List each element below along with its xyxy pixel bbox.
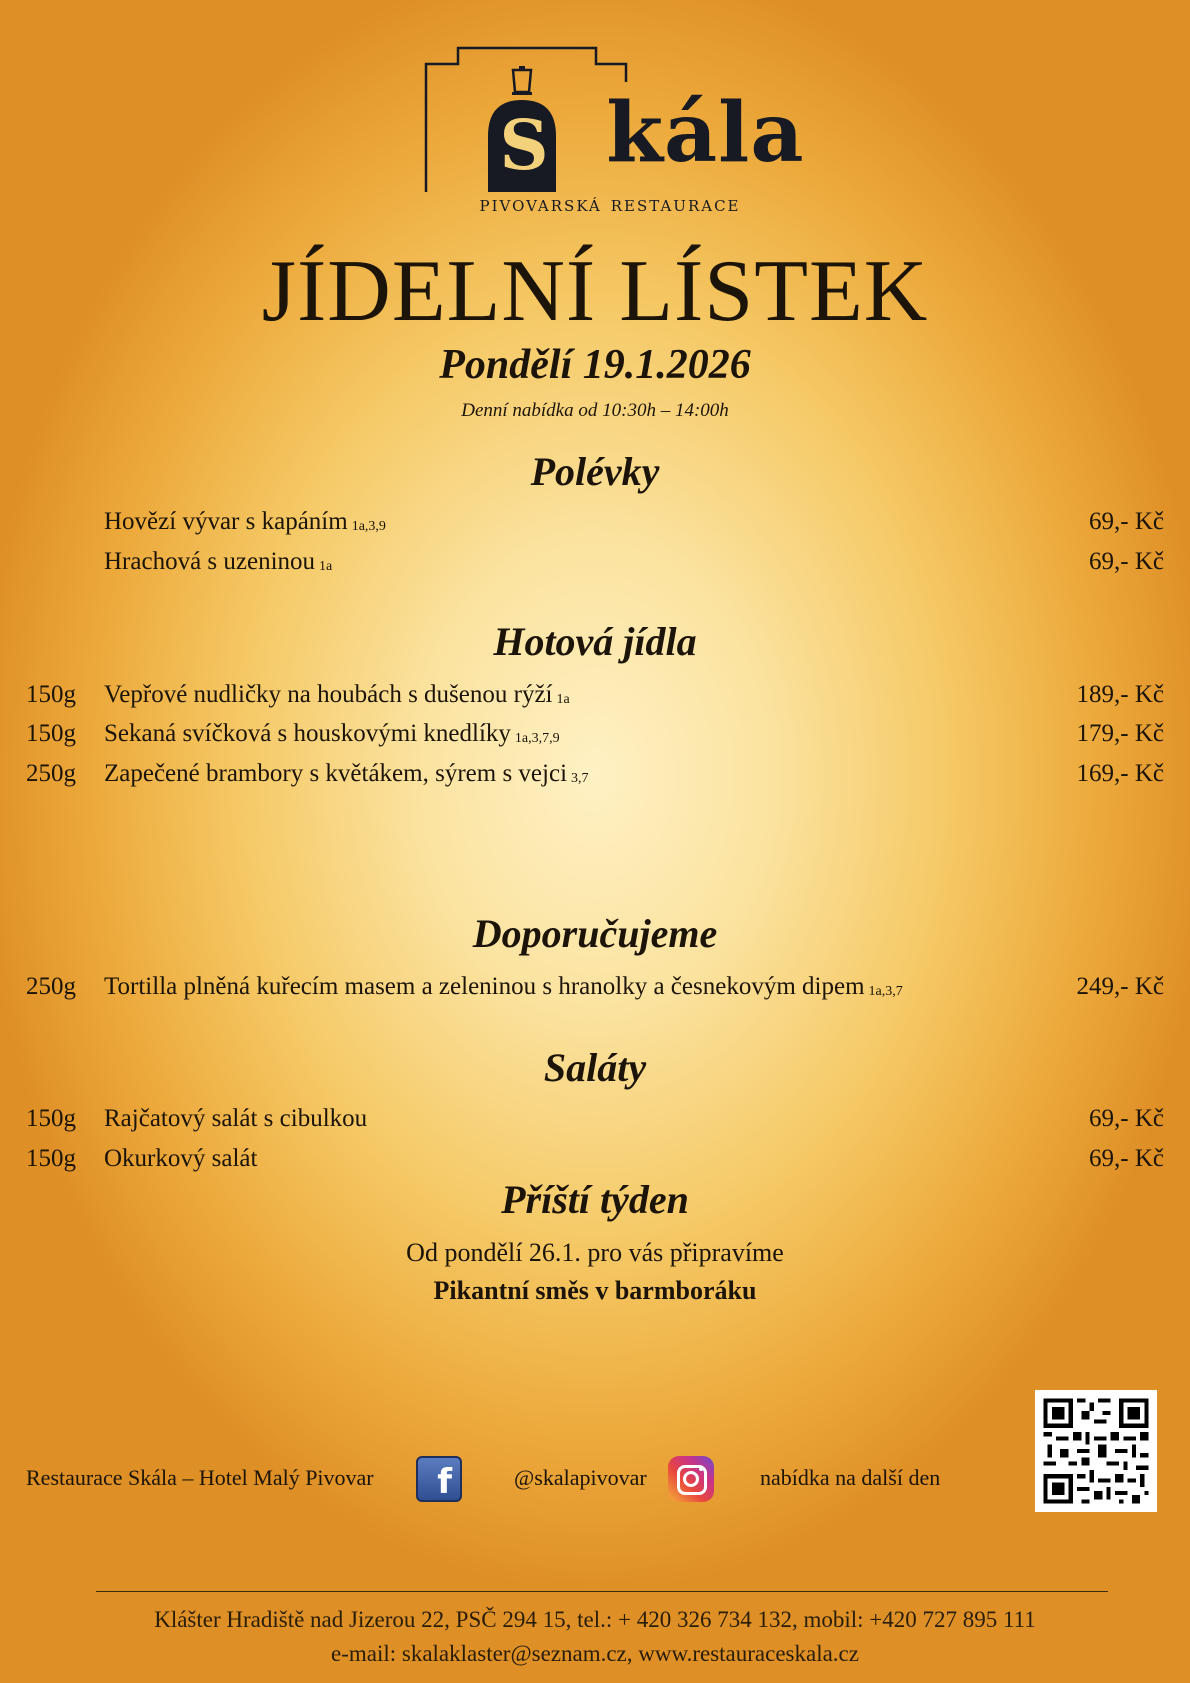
logo-s-letter: S bbox=[499, 106, 549, 186]
section-heading-soups: Polévky bbox=[530, 449, 660, 494]
item-allergens: 1a,3,7,9 bbox=[514, 731, 560, 746]
item-name: Hrachová s uzeninou bbox=[104, 548, 316, 575]
item-weight: 150g bbox=[26, 1105, 76, 1132]
next-week-intro: Od pondělí 26.1. pro vás připravíme bbox=[406, 1238, 784, 1267]
menu-item bbox=[0, 716, 1190, 752]
menu-item bbox=[0, 1141, 1190, 1177]
item-price: 69,- Kč bbox=[1089, 548, 1164, 575]
item-name: Sekaná svíčková s houskovými knedlíky bbox=[104, 720, 511, 747]
instagram-icon[interactable] bbox=[668, 1456, 714, 1502]
item-name-wrap bbox=[104, 716, 560, 757]
menu-item bbox=[0, 756, 1190, 792]
item-price: 179,- Kč bbox=[1076, 720, 1164, 747]
item-name: Okurkový salát bbox=[104, 1145, 258, 1172]
item-weight: 250g bbox=[26, 973, 76, 1000]
logo-subtitle: pivovarská restaurace bbox=[479, 192, 741, 217]
item-price: 189,- Kč bbox=[1076, 681, 1164, 708]
logo-wordmark bbox=[546, 85, 805, 181]
menu-date: Pondělí 19.1.2026 bbox=[439, 342, 751, 388]
item-price: 69,- Kč bbox=[1089, 1105, 1164, 1132]
menu-item bbox=[0, 1101, 1190, 1137]
item-name-wrap bbox=[104, 544, 332, 585]
section-heading-recommend: Doporučujeme bbox=[472, 911, 718, 956]
item-name: Tortilla plněná kuřecím masem a zeleninou s hranolky a česnekovým dipem bbox=[104, 973, 865, 1000]
item-price: 249,- Kč bbox=[1076, 973, 1164, 1000]
restaurant-name: Restaurace Skála – Hotel Malý Pivovar bbox=[26, 1465, 374, 1490]
page-title: JÍDELNÍ LÍSTEK bbox=[261, 243, 929, 340]
footer-contact: e-mail: skalaklaster@seznam.cz, www.restauraceskala.cz bbox=[331, 1641, 859, 1666]
item-price: 169,- Kč bbox=[1076, 760, 1164, 787]
footer-address: Klášter Hradiště nad Jizerou 22, PSČ 294 15, tel.: + 420 326 734 132, mobil: +420 727 895 111 bbox=[154, 1607, 1036, 1632]
item-price: 69,- Kč bbox=[1089, 1145, 1164, 1172]
menu-item bbox=[0, 544, 1190, 580]
item-name: Rajčatový salát s cibulkou bbox=[104, 1105, 368, 1132]
item-weight: 250g bbox=[26, 760, 76, 787]
item-name: Zapečené brambory s květákem, sýrem s vejci bbox=[104, 760, 568, 787]
facebook-icon[interactable]: f bbox=[416, 1456, 462, 1502]
item-allergens: 3,7 bbox=[571, 771, 589, 786]
item-name-wrap bbox=[104, 969, 903, 1010]
item-name-wrap bbox=[104, 504, 386, 545]
section-heading-salads: Saláty bbox=[543, 1045, 647, 1090]
item-allergens: 1a,3,7 bbox=[868, 984, 903, 999]
item-weight: 150g bbox=[26, 720, 76, 747]
item-allergens: 1a bbox=[556, 692, 570, 707]
service-hours: Denní nabídka od 10:30h – 14:00h bbox=[461, 400, 729, 421]
item-name-wrap bbox=[104, 756, 589, 797]
menu-item bbox=[0, 969, 1190, 1005]
footer-divider bbox=[96, 1591, 1108, 1592]
section-heading-next-week: Příští týden bbox=[501, 1177, 689, 1222]
item-name-wrap bbox=[104, 677, 570, 718]
item-name: Vepřové nudličky na houbách s dušenou rýží bbox=[104, 681, 553, 708]
item-allergens: 1a bbox=[319, 559, 333, 574]
item-allergens: 1a,3,9 bbox=[351, 519, 386, 534]
next-day-label: nabídka na další den bbox=[760, 1465, 941, 1490]
menu-item bbox=[0, 677, 1190, 713]
logo-word-rest: kála bbox=[606, 85, 805, 181]
qr-code-icon[interactable] bbox=[1035, 1390, 1157, 1512]
item-name: Hovězí vývar s kapáním bbox=[104, 508, 348, 535]
item-weight: 150g bbox=[26, 681, 76, 708]
next-week-dish: Pikantní směs v barmboráku bbox=[433, 1276, 757, 1305]
item-price: 69,- Kč bbox=[1089, 508, 1164, 535]
item-weight: 150g bbox=[26, 1145, 76, 1172]
logo-word bbox=[546, 85, 804, 181]
menu-item bbox=[0, 504, 1190, 540]
section-heading-mains: Hotová jídla bbox=[493, 619, 697, 664]
instagram-handle[interactable]: @skalapivovar bbox=[514, 1465, 647, 1490]
